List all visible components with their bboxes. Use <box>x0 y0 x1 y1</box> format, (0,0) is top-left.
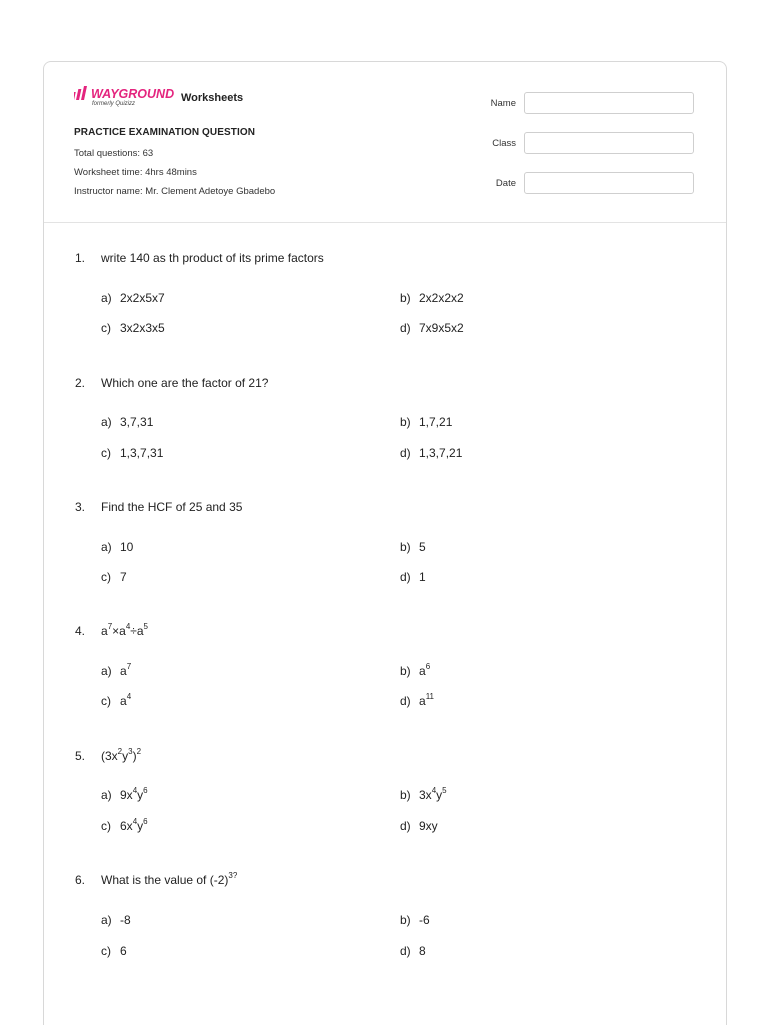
instructor-name: Instructor name: Mr. Clement Adetoye Gbadebo <box>74 186 276 197</box>
option-b[interactable]: b) 2x2x2x2 <box>400 291 464 305</box>
brand-subtitle: formerly Quizizz <box>92 101 136 107</box>
option-c[interactable]: c) 3x2x3x5 <box>101 321 165 335</box>
question-2 <box>44 376 726 496</box>
option-b[interactable]: b) $3x^4y^5$ <box>400 786 447 802</box>
option-d[interactable]: d) 1,3,7,21 <box>400 446 463 460</box>
question-3 <box>44 500 726 620</box>
product-name: Worksheets <box>181 92 244 104</box>
wayground-logo <box>74 86 174 100</box>
question-number: 4. <box>75 624 86 638</box>
option-d[interactable]: d) 8 <box>400 944 426 958</box>
question-number: 6. <box>75 873 86 887</box>
total-questions: Total questions: 63 <box>74 148 154 159</box>
option-a[interactable]: a) -8 <box>101 913 131 927</box>
option-c[interactable]: c) 1,3,7,31 <box>101 446 164 460</box>
option-a[interactable]: a) 10 <box>101 540 134 554</box>
question-text: Find the HCF of 25 and 35 <box>101 500 243 514</box>
question-text: write 140 as th product of its prime factors <box>101 251 324 265</box>
option-c[interactable]: c) 7 <box>101 570 127 584</box>
worksheet-title: PRACTICE EXAMINATION QUESTION <box>74 127 256 138</box>
option-d[interactable]: d) 9xy <box>400 819 438 833</box>
class-field[interactable] <box>524 132 694 154</box>
question-number: 1. <box>75 251 86 265</box>
option-c[interactable]: c) $6x^4y^6$ <box>101 817 148 833</box>
question-4 <box>44 624 726 744</box>
question-text: $a^7\times a^4\div a^5$ <box>101 622 148 638</box>
question-6 <box>44 873 726 993</box>
option-a[interactable]: a) 2x2x5x7 <box>101 291 165 305</box>
question-5 <box>44 749 726 869</box>
class-label: Class <box>492 138 516 149</box>
option-b[interactable]: b) -6 <box>400 913 430 927</box>
option-a[interactable]: a) 3,7,31 <box>101 415 154 429</box>
option-b[interactable]: b) 1,7,21 <box>400 415 453 429</box>
question-number: 3. <box>75 500 86 514</box>
question-1 <box>44 251 726 371</box>
date-label: Date <box>495 178 516 189</box>
question-number: 5. <box>75 749 86 763</box>
worksheet-header <box>44 62 726 223</box>
worksheet-time: Worksheet time: 4hrs 48mins <box>74 167 197 178</box>
question-text: Which one are the factor of 21? <box>101 376 269 390</box>
question-number: 2. <box>75 376 86 390</box>
option-a[interactable]: a) $a^7$ <box>101 662 132 678</box>
option-d[interactable]: d) $a^{11}$ <box>400 692 434 708</box>
question-text: $(3x^2y^3)^2$ <box>101 747 142 763</box>
option-b[interactable]: b) 5 <box>400 540 426 554</box>
name-field[interactable] <box>524 92 694 114</box>
option-a[interactable]: a) $9x^4y^6$ <box>101 786 148 802</box>
name-label: Name <box>490 98 516 109</box>
option-c[interactable]: c) 6 <box>101 944 127 958</box>
svg-text:WAYGROUND: WAYGROUND <box>91 87 174 100</box>
option-b[interactable]: b) $a^6$ <box>400 662 431 678</box>
worksheet-page <box>43 61 727 1025</box>
date-field[interactable] <box>524 172 694 194</box>
option-d[interactable]: d) 7x9x5x2 <box>400 321 464 335</box>
question-text: What is the value of $(-2)^{3?}$ <box>101 871 238 887</box>
option-c[interactable]: c) $a^4$ <box>101 692 132 708</box>
option-d[interactable]: d) 1 <box>400 570 426 584</box>
